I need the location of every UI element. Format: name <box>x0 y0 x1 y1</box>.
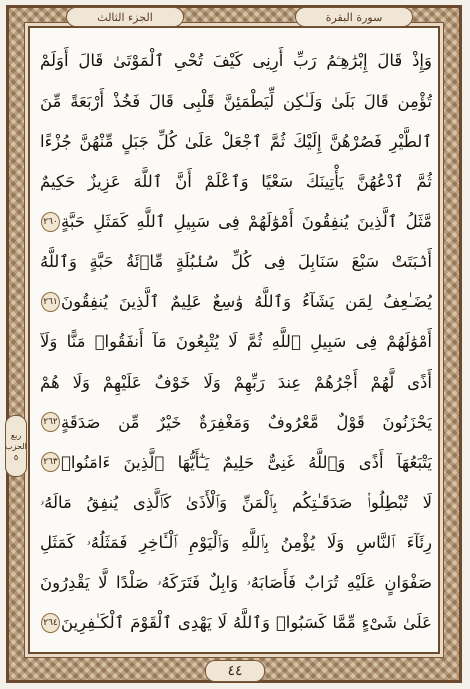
line-text: تُؤْمِن قَالَ بَلَىٰ وَلَـٰكِن لِّيَطْمَئِنَّ قَلْبِى قَالَ فَخُذْ أَرْبَعَةً مِّنَ <box>40 91 432 111</box>
text-line <box>40 403 432 441</box>
line-text: ثُمَّ ٱدْعُهُنَّ يَأْتِينَكَ سَعْيًا وَٱعْلَمْ أَنَّ ٱللَّهَ عَزِيزٌ حَكِيمٌ <box>40 171 432 191</box>
surah-label: سورة البقرة <box>295 7 413 27</box>
page-number: ٤٤ <box>205 660 265 682</box>
text-line <box>40 524 432 562</box>
line-text: صَفْوَانٍ عَلَيْهِ تُرَابٌ فَأَصَابَهُۥ وَابِلٌ فَتَرَكَهُۥ صَلْدًا لَّا يَقْدِرُونَ <box>40 572 432 592</box>
text-line <box>40 323 432 361</box>
juz-label: الجزء الثالث <box>66 7 184 27</box>
line-text: أَنۢبَتَتْ سَبْعَ سَنَابِلَ فِى كُلِّ سُنۢبُلَةٍ مِّا۟ئَةُ حَبَّةٍ وَٱللَّهُ <box>40 252 432 272</box>
text-line <box>40 443 432 481</box>
ayah-number-marker: ٢٦٠ <box>41 212 60 232</box>
line-text: رِئَآءَ ٱلنَّاسِ وَلَا يُؤْمِنُ بِٱللَّهِ وَٱلْيَوْمِ ٱلْـَٔاخِرِ فَمَثَلُهُۥ كَمَثَلِ <box>40 532 432 552</box>
ayah-number-marker: ٢٦١ <box>41 292 60 312</box>
text-line <box>40 122 432 160</box>
line-text: أَمْوَٰلَهُمْ فِى سَبِيلِ ٱللَّهِ ثُمَّ لَا يُتْبِعُونَ مَآ أَنفَقُوا۟ مَنًّا وَلَآ <box>40 332 432 352</box>
text-line <box>40 564 432 602</box>
line-text: يَتْبَعُهَآ أَذًى وَٱللَّهُ غَنِىٌّ حَلِيمٌ يَـٰٓأَيُّهَا ٱلَّذِينَ ءَامَنُوا۟ <box>61 452 432 472</box>
line-text: لَا تُبْطِلُوا۟ صَدَقَـٰتِكُم بِٱلْمَنِّ وَٱلْأَذَىٰ كَٱلَّذِى يُنفِقُ مَالَهُۥ <box>40 492 432 512</box>
hizb-marker <box>5 415 27 477</box>
line-text: يَحْزَنُونَ قَوْلٌ مَّعْرُوفٌ وَمَغْفِرَةٌ خَيْرٌ مِّن صَدَقَةٍ <box>61 412 432 432</box>
text-line <box>40 604 432 642</box>
line-text: يُضَـٰعِفُ لِمَن يَشَآءُ وَٱللَّهُ وَٰسِعٌ عَلِيمٌ ٱلَّذِينَ يُنفِقُونَ <box>61 292 432 312</box>
hizb-marker-line2: الحزب <box>5 441 27 451</box>
hizb-marker-line1: ربع <box>10 430 22 440</box>
ayah-number-marker: ٢٦٢ <box>41 412 60 432</box>
line-text: عَلَىٰ شَىْءٍ مِّمَّا كَسَبُوا۟ وَٱللَّهُ لَا يَهْدِى ٱلْقَوْمَ ٱلْكَـٰفِرِينَ <box>61 613 432 633</box>
line-text: وَإِذْ قَالَ إِبْرَٰهِـۧمُ رَبِّ أَرِنِى كَيْفَ تُحْىِ ٱلْمَوْتَىٰ قَالَ أَوَلَمْ <box>40 51 432 70</box>
hizb-marker-line3: ٥ <box>13 452 19 462</box>
text-line <box>40 42 432 80</box>
quran-text <box>40 36 432 648</box>
text-line <box>40 243 432 281</box>
line-text: أَذًى لَّهُمْ أَجْرُهُمْ عِندَ رَبِّهِمْ وَلَا خَوْفٌ عَلَيْهِمْ وَلَا هُمْ <box>40 372 432 392</box>
ayah-number-marker: ٢٦٤ <box>41 613 60 633</box>
line-text: ٱلطَّيْرِ فَصُرْهُنَّ إِلَيْكَ ثُمَّ ٱجْعَلْ عَلَىٰ كُلِّ جَبَلٍ مِّنْهُنَّ جُزْءًا <box>40 131 432 151</box>
text-line <box>40 162 432 200</box>
text-line <box>40 283 432 321</box>
text-line <box>40 203 432 241</box>
text-line <box>40 484 432 522</box>
line-text: مَّثَلُ ٱلَّذِينَ يُنفِقُونَ أَمْوَٰلَهُمْ فِى سَبِيلِ ٱللَّهِ كَمَثَلِ حَبَّةٍ <box>61 212 432 232</box>
text-line <box>40 82 432 120</box>
text-line <box>40 363 432 401</box>
ayah-number-marker: ٢٦٣ <box>41 452 60 472</box>
